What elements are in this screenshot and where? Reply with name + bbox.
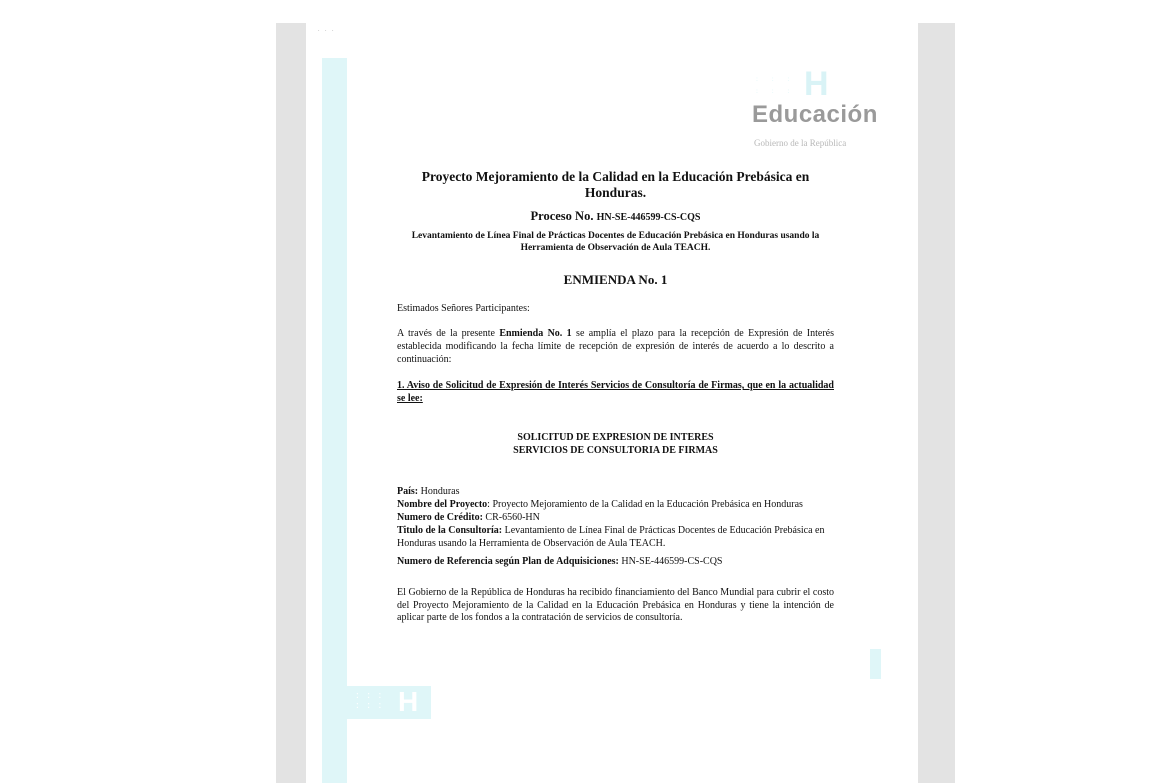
document-title: Proyecto Mejoramiento de la Calidad en la Educación Prebásica en Honduras.: [421, 169, 810, 200]
solicitud-line-1: SOLICITUD DE EXPRESION DE INTERES: [517, 432, 714, 443]
watermark-h-mark: H: [398, 686, 419, 717]
final-paragraph: El Gobierno de la República de Honduras ha recibido financiamiento del Banco Mundial para cubrir el costo del Proyecto Mejoramiento de la Calidad en la Educación Prebásica en Honduras y tiene la intención de aplicar parte de los fondos a la contratación de servicios de consultoría.: [397, 587, 834, 623]
logo-wordmark: Educación: [752, 101, 878, 128]
field-proyecto: [397, 498, 834, 511]
logo-h-icon: H: [804, 65, 829, 103]
field-pais: [397, 485, 834, 498]
field-referencia: [397, 555, 834, 568]
intro-bold: Enmienda No. 1: [499, 328, 572, 339]
field-titulo: [397, 524, 834, 550]
educacion-logo: [752, 67, 886, 149]
watermark-vertical-text: [869, 688, 883, 783]
field-pais-value: Honduras: [418, 486, 460, 497]
solicitud-title: [397, 431, 834, 457]
document-body: [397, 169, 834, 625]
enmienda-heading: ENMIENDA No. 1: [563, 272, 668, 287]
intro-paragraph: [397, 327, 834, 366]
field-referencia-label: Numero de Referencia según Plan de Adquisiciones:: [397, 556, 619, 567]
field-referencia-value: HN-SE-446599-CS-CQS: [618, 556, 723, 567]
logo-dots: : : : : : :: [756, 75, 796, 95]
watermark-bar: [322, 58, 347, 783]
intro-post: se amplía el plazo para la recepción de Expresión de Interés establecida modificando la fecha límite de recepción de expresión de interés de acuerdo a lo descrito a continuación:: [397, 328, 834, 365]
logo-subtitle: Gobierno de la República: [754, 138, 847, 148]
field-titulo-value: Levantamiento de Línea Final de Prácticas Docentes de Educación Prebásica en Honduras usando la Herramienta de Observación de Aula TEACH.: [397, 525, 825, 549]
logo-mark: [752, 67, 886, 101]
field-proyecto-label: Nombre del Proyecto: [397, 499, 488, 510]
solicitud-line-2: SERVICIOS DE CONSULTORIA DE FIRMAS: [513, 445, 718, 456]
field-credito: [397, 511, 834, 524]
field-pais-label: País:: [397, 486, 419, 497]
proceso-label: Proceso No.: [530, 209, 594, 223]
watermark-square: [870, 649, 881, 679]
project-fields: [397, 485, 834, 568]
proceso-line: [397, 210, 834, 224]
field-titulo-label: Titulo de la Consultoría:: [397, 525, 503, 536]
scan-artifact: . . .: [318, 27, 336, 33]
section-heading: 1. Aviso de Solicitud de Expresión de Interés Servicios de Consultoría de Firmas, que en la actualidad se lee:: [397, 380, 834, 404]
document-page: [306, 23, 918, 783]
field-credito-value: CR-6560-HN: [482, 512, 540, 523]
intro-pre: A través de la presente: [397, 328, 500, 339]
watermark-dots: : : : : : :: [356, 690, 385, 711]
greeting: Estimados Señores Participantes:: [397, 303, 530, 314]
field-credito-label: Numero de Crédito:: [397, 512, 483, 523]
proceso-number: HN-SE-446599-CS-CQS: [596, 212, 701, 223]
field-proyecto-value: : Proyecto Mejoramiento de la Calidad en la Educación Prebásica en Honduras: [487, 499, 803, 510]
document-subtitle: Levantamiento de Línea Final de Prácticas Docentes de Educación Prebásica en Honduras usando la Herramienta de Observación de Aula TEACH.: [411, 231, 820, 253]
